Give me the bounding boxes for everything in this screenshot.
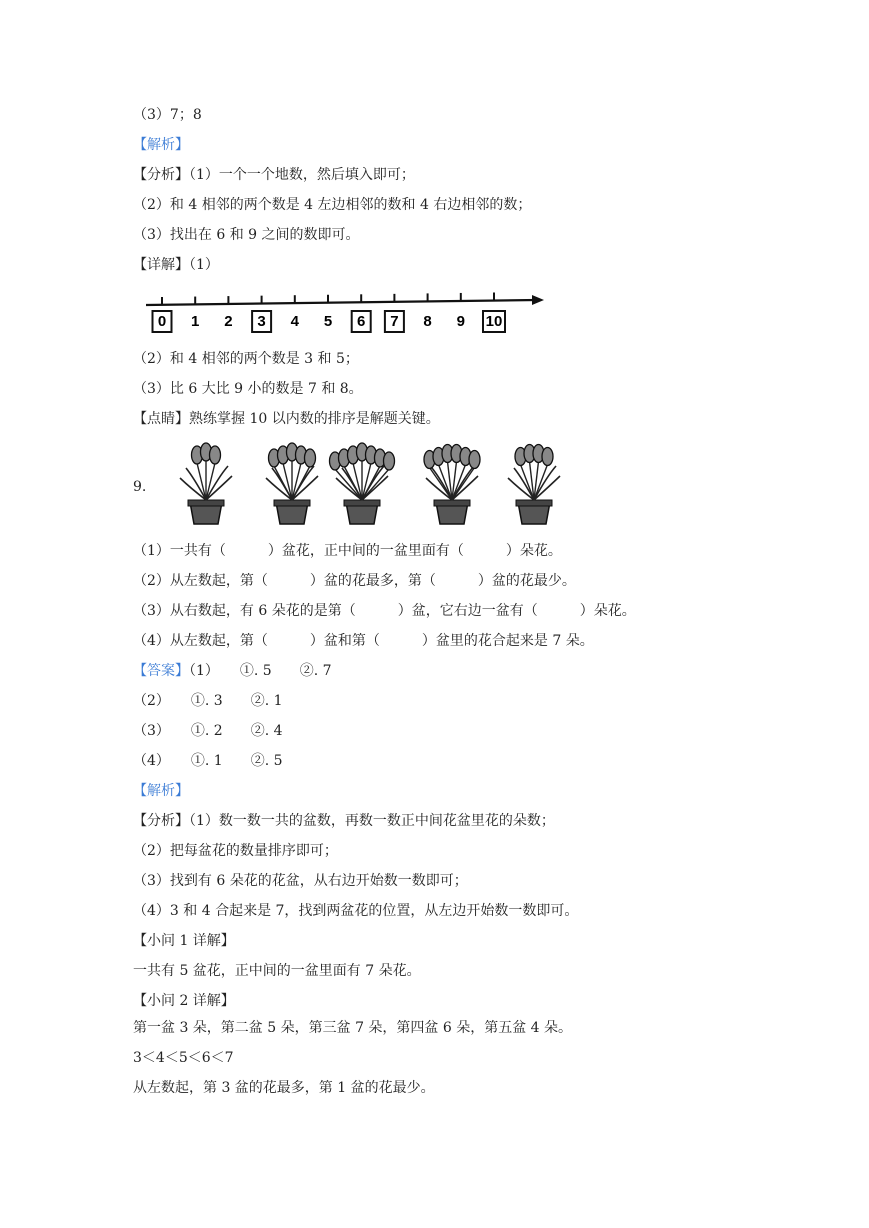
answer-1: （1） ①. 5 ②. 7 [189, 663, 332, 679]
flower [210, 446, 221, 464]
number-line-axis [146, 300, 536, 305]
flower [469, 451, 480, 469]
flower [305, 449, 316, 467]
flower-pot-1 [180, 443, 232, 524]
flower-pots-illustration [172, 438, 592, 533]
detail-line-2: （2）和 4 相邻的两个数是 3 和 5； [133, 351, 359, 367]
analysis-heading-2: 【解析】 [133, 783, 189, 799]
tick-label-3: 3 [257, 313, 266, 330]
tick-label-6: 6 [357, 313, 366, 330]
sub-question-1-heading: 【小问 1 详解】 [133, 933, 235, 949]
key-point: 【点睛】熟练掌握 10 以内数的排序是解题关键。 [133, 411, 440, 427]
question-1: （1）一共有（ ）盆花，正中间的一盆里面有（ ）朵花。 [133, 543, 562, 559]
tick-label-4: 4 [290, 313, 299, 330]
answer-2: （2） ①. 3 ②. 1 [133, 693, 283, 709]
question-2: （2）从左数起，第（ ）盆的花最多，第（ ）盆的花最少。 [133, 573, 576, 589]
tick-label-2: 2 [224, 313, 233, 330]
tick-label-9: 9 [456, 313, 465, 330]
flower-pot-2 [266, 443, 318, 524]
sub-question-2-heading: 【小问 2 详解】 [133, 993, 235, 1009]
sub-question-2-text-1: 第一盆 3 朵，第二盆 5 朵，第三盆 7 朵，第四盆 6 朵，第五盆 4 朵。 [133, 1020, 573, 1036]
number-line [140, 286, 550, 338]
sub-question-2-text-3: 从左数起，第 3 盆的花最多，第 1 盆的花最少。 [133, 1080, 435, 1096]
tick-label-7: 7 [390, 313, 399, 330]
tick-label-0: 0 [157, 313, 167, 330]
analysis2-line-4: （4）3 和 4 合起来是 7，找到两盆花的位置，从左边开始数一数即可。 [133, 903, 579, 919]
tick-label-8: 8 [423, 313, 432, 330]
answer-line: （3）7；8 [133, 107, 202, 123]
flower-pot-4 [424, 445, 480, 525]
flower-pot-5 [508, 445, 560, 525]
sub-question-1-text: 一共有 5 盆花，正中间的一盆里面有 7 朵花。 [133, 963, 421, 979]
question-3: （3）从右数起，有 6 朵花的是第（ ）盆，它右边一盆有（ ）朵花。 [133, 603, 636, 619]
detail-line-1 [133, 256, 219, 274]
analysis2-line-2: （2）把每盆花的数量排序即可； [133, 843, 338, 859]
question-number: 9. [133, 479, 147, 495]
answer-4: （4） ①. 1 ②. 5 [133, 753, 283, 769]
analysis-line-1 [133, 166, 415, 184]
detail-line-3: （3）比 6 大比 9 小的数是 7 和 8。 [133, 381, 363, 397]
flower-pot-3 [330, 443, 395, 524]
answer-3: （3） ①. 2 ②. 4 [133, 723, 283, 739]
tick-label-1: 1 [191, 313, 200, 330]
analysis-line-2: （2）和 4 相邻的两个数是 4 左边相邻的数和 4 右边相邻的数； [133, 197, 532, 213]
xiangjie-tag: 【详解】 [133, 257, 189, 273]
tick-label-5: 5 [323, 313, 333, 330]
sub-question-2-text-2: 3＜4＜5＜6＜7 [133, 1050, 234, 1066]
analysis-heading: 【解析】 [133, 137, 189, 153]
number-line-arrow [532, 295, 544, 305]
fenxi-text: （1）一个一个地数，然后填入即可； [189, 167, 415, 183]
analysis-line-3: （3）找出在 6 和 9 之间的数即可。 [133, 227, 360, 243]
fenxi-tag: 【分析】 [133, 167, 189, 183]
answer-tag: 【答案】 [133, 663, 189, 679]
flower [542, 448, 553, 466]
tick-label-10: 10 [485, 313, 503, 330]
analysis2-line-1: 【分析】（1）数一数一共的盆数，再数一数正中间花盆里花的朵数； [133, 813, 555, 829]
xiangjie-text: （1） [189, 257, 219, 273]
question-4: （4）从左数起，第（ ）盆和第（ ）盆里的花合起来是 7 朵。 [133, 633, 594, 649]
analysis2-line-3: （3）找到有 6 朵花的花盆，从右边开始数一数即可； [133, 873, 468, 889]
flower [384, 452, 395, 470]
answer-row-1 [133, 662, 332, 680]
